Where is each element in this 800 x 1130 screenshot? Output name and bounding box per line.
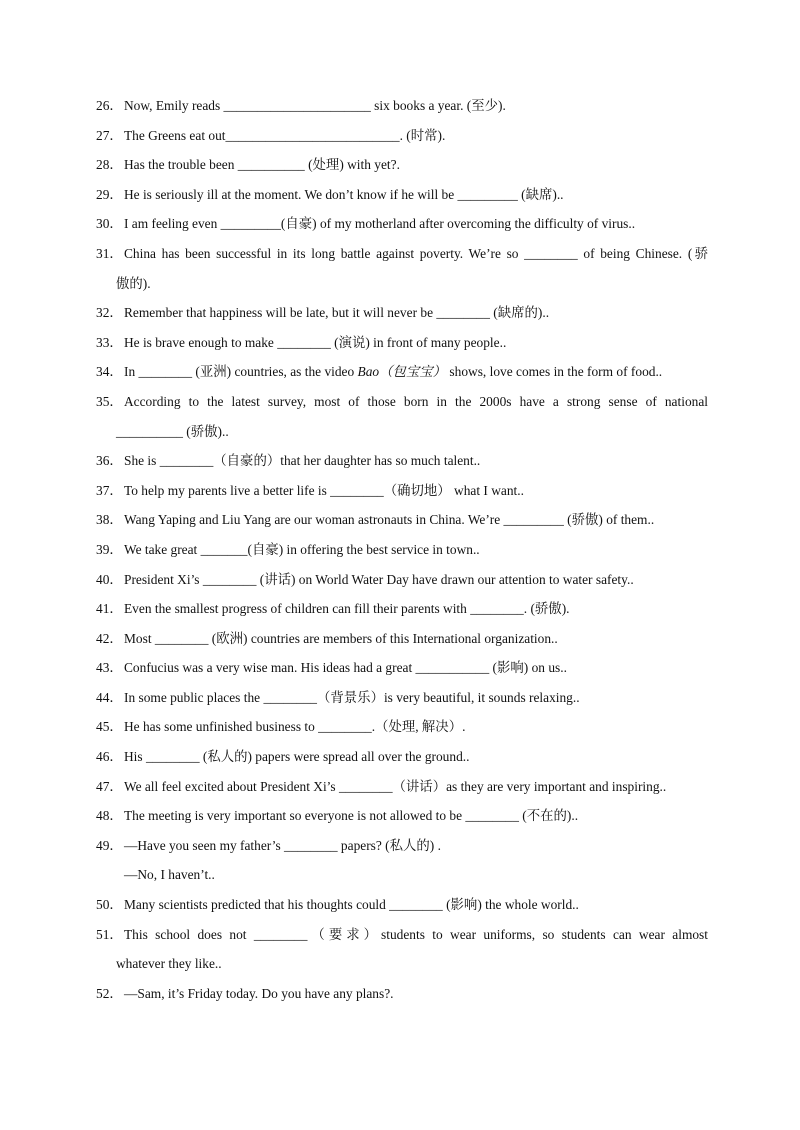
question-text: Has the trouble been __________ (处理) with yet?. <box>124 157 400 173</box>
question-number: 34． <box>96 364 123 380</box>
question-32 <box>96 303 708 323</box>
question-38 <box>96 510 708 530</box>
question-number: 49． <box>96 837 123 853</box>
question-text: We all feel excited about President Xi’s ________（讲话）as they are very important and inspiring.. <box>124 778 667 794</box>
question-number: 26． <box>96 98 123 113</box>
video-title: Bao（包宝宝） <box>357 364 447 380</box>
question-number: 41． <box>96 601 123 617</box>
question-text: —Have you seen my father’s ________ papers? (私人的) . <box>124 837 441 853</box>
question-number: 48． <box>96 808 123 824</box>
question-text: In some public places the ________（背景乐）is very beautiful, it sounds relaxing.. <box>124 689 580 705</box>
question-text-pre: In ________ (亚洲) countries, as the video <box>124 364 358 380</box>
question-number: 39． <box>96 541 123 557</box>
question-number: 50． <box>96 897 123 913</box>
question-text: The meeting is very important so everyone is not allowed to be ________ (不在的).. <box>124 808 579 824</box>
question-47 <box>96 777 708 797</box>
question-number: 36． <box>96 453 123 469</box>
question-39 <box>96 540 708 560</box>
question-34 <box>96 362 708 382</box>
question-number: 30． <box>96 216 123 232</box>
question-41 <box>96 599 708 619</box>
question-43 <box>96 658 708 678</box>
question-36 <box>96 451 708 471</box>
question-number: 38． <box>96 512 123 528</box>
question-text: I am feeling even _________(自豪) of my motherland after overcoming the difficulty of virus.. <box>124 216 636 232</box>
question-29 <box>96 185 708 205</box>
question-number: 44． <box>96 689 123 705</box>
question-text-line2: 傲的). <box>116 275 151 291</box>
question-26 <box>96 96 708 116</box>
question-text: Wang Yaping and Liu Yang are our woman astronauts in China. We’re _________ (骄傲) of them.. <box>124 512 655 528</box>
question-48 <box>96 806 708 826</box>
question-51 <box>96 925 708 975</box>
question-30 <box>96 214 708 234</box>
question-text: Most ________ (欧洲) countries are members of this International organization.. <box>124 630 558 646</box>
question-number: 32． <box>96 305 123 321</box>
question-number: 37． <box>96 482 123 498</box>
question-number: 40． <box>96 571 123 587</box>
question-text-line1: This school does not ________（要求）students to wear uniforms, so students can wear almost <box>124 926 708 942</box>
question-text: He is brave enough to make ________ (演说) in front of many people.. <box>124 334 507 350</box>
question-number: 27． <box>96 127 123 143</box>
question-text-line2: __________ (骄傲).. <box>116 423 229 439</box>
question-number: 43． <box>96 660 123 676</box>
question-text: Many scientists predicted that his thoughts could ________ (影响) the whole world.. <box>124 897 579 913</box>
question-49-reply <box>96 865 708 885</box>
question-text <box>124 362 708 382</box>
question-text-post: shows, love comes in the form of food.. <box>446 364 663 380</box>
question-27 <box>96 126 708 146</box>
question-45 <box>96 717 708 737</box>
question-52 <box>96 984 708 1004</box>
question-number: 33． <box>96 334 123 350</box>
question-text: —No, I haven’t.. <box>124 867 215 883</box>
question-number: 45． <box>96 719 123 735</box>
question-number: 28． <box>96 157 123 173</box>
question-number: 51． <box>96 926 123 942</box>
question-text-line1: According to the latest survey, most of those born in the 2000s have a strong sense of national <box>124 393 708 409</box>
question-46 <box>96 747 708 767</box>
question-text: Even the smallest progress of children can fill their parents with ________. (骄傲). <box>124 601 570 617</box>
question-text: She is ________（自豪的）that her daughter has so much talent.. <box>124 453 481 469</box>
question-list <box>96 96 708 1013</box>
question-28 <box>96 155 708 175</box>
question-text: The Greens eat out__________________________. (时常). <box>124 127 446 143</box>
question-33 <box>96 333 708 353</box>
question-text-line2: whatever they like.. <box>116 956 222 972</box>
question-44 <box>96 688 708 708</box>
question-number: 29． <box>96 186 123 202</box>
question-text: He is seriously ill at the moment. We don’t know if he will be _________ (缺席).. <box>124 186 564 202</box>
question-40 <box>96 570 708 590</box>
question-text: His ________ (私人的) papers were spread all over the ground.. <box>124 749 470 765</box>
question-42 <box>96 629 708 649</box>
question-number: 47． <box>96 778 123 794</box>
question-35 <box>96 392 708 442</box>
question-text-line1: China has been successful in its long battle against poverty. We’re so ________ of being Chinese. (骄 <box>124 245 708 261</box>
question-text: We take great _______(自豪) in offering the best service in town.. <box>124 541 480 557</box>
question-text: He has some unfinished business to ________.（处理, 解决）. <box>124 719 466 735</box>
question-text: To help my parents live a better life is ________（确切地） what I want.. <box>124 482 524 498</box>
question-text: Remember that happiness will be late, but it will never be ________ (缺席的).. <box>124 305 550 321</box>
question-text: —Sam, it’s Friday today. Do you have any plans?. <box>124 985 394 1001</box>
question-31 <box>96 244 708 294</box>
question-text: Now, Emily reads ______________________ six books a year. (至少). <box>124 98 506 113</box>
question-number: 31． <box>96 245 123 261</box>
question-text: President Xi’s ________ (讲话) on World Water Day have drawn our attention to water safety.. <box>124 571 634 587</box>
question-50 <box>96 895 708 915</box>
question-number: 52． <box>96 985 123 1001</box>
question-text: Confucius was a very wise man. His ideas had a great ___________ (影响) on us.. <box>124 660 567 676</box>
question-49 <box>96 836 708 856</box>
question-number: 46． <box>96 749 123 765</box>
question-number: 42． <box>96 630 123 646</box>
question-number: 35． <box>96 393 123 409</box>
question-37 <box>96 481 708 501</box>
